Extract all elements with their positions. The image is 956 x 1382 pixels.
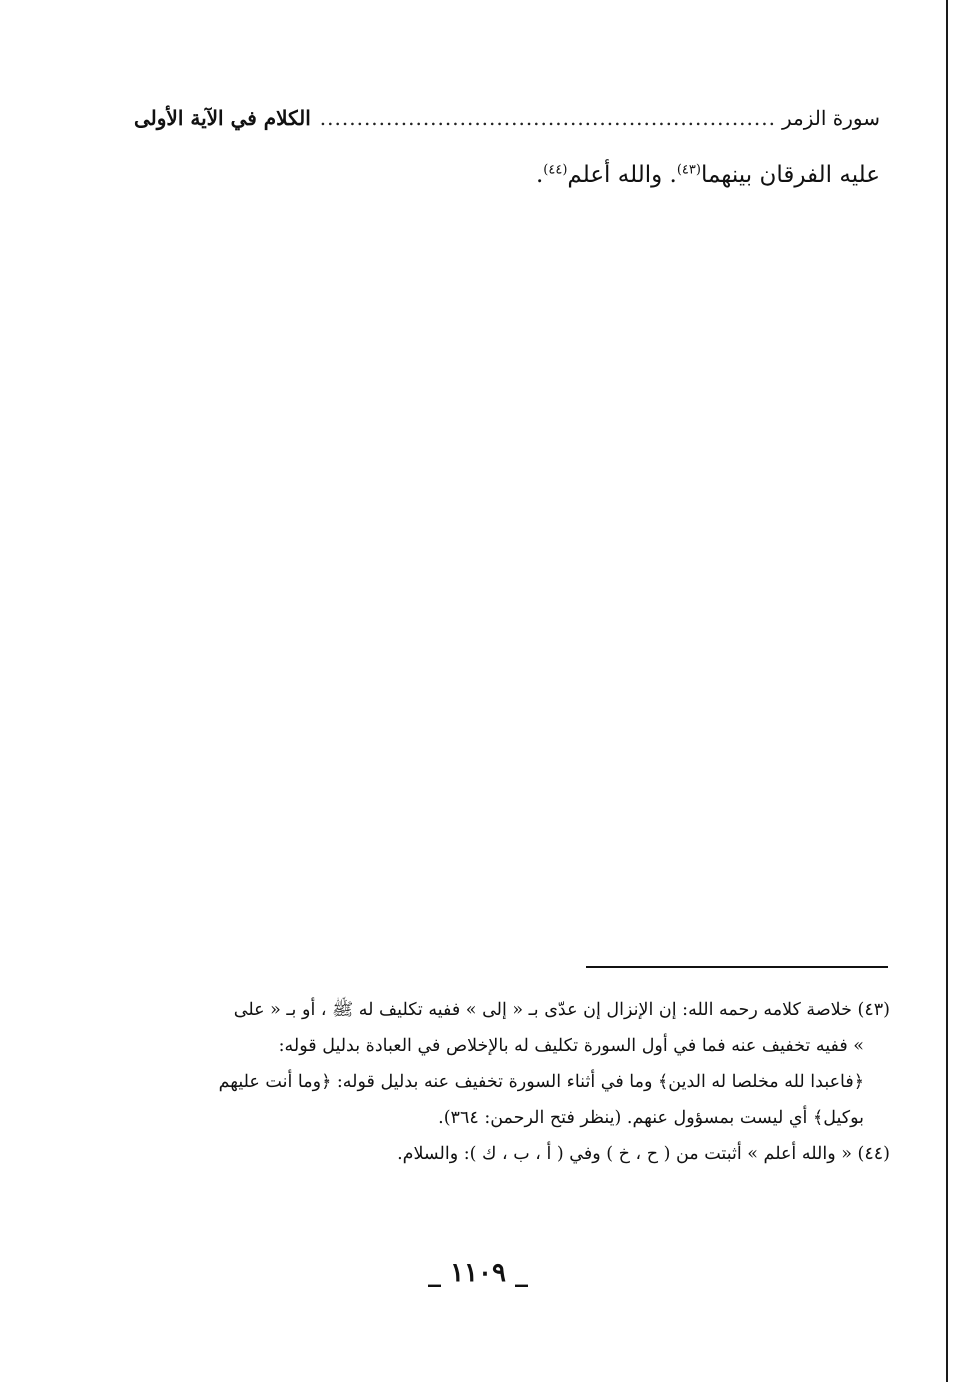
footnotes [134,992,890,1172]
footnote-ref-43: (٤٣) [676,162,701,178]
footnote-line: بوكيل﴾ أي ليست بمسؤول عنهم. (ينظر فتح الرحمن: ٣٦٤). [438,1108,864,1128]
footnote-line: خلاصة كلامه رحمه الله: إن الإنزال إن عدّى بـ « إلى » ففيه تكليف له ﷺ ، أو بـ « على [233,1000,852,1020]
header-dot-leader [317,106,776,130]
header-topic: الكلام في الآية الأولى [134,106,311,130]
footnote-line: ﴿فاعبدا لله مخلصا له الدين﴾ وما في أثناء السورة تخفيف عنه بدليل قوله: ﴿وما أنت عليهم [218,1072,864,1092]
main-text-part-2: . والله أعلم [567,162,677,188]
footnote-ref-44: (٤٤) [543,162,568,178]
page-number: _ ١١٠٩ _ [428,1258,528,1288]
scan-edge-line [946,0,948,1382]
main-text-part-3: . [535,162,544,188]
footnote-44 [134,1136,890,1172]
footnote-43 [134,992,890,1136]
main-text-part-1: عليه الفرقان بينهما [700,162,880,188]
footnote-line: « والله أعلم » أثبتت من ( ح ، خ ) وفي ( أ ، ب ، ك ): والسلام. [397,1144,852,1164]
running-header [134,106,880,146]
footnote-number: (٤٣) [857,1000,890,1020]
footnote-number: (٤٤) [857,1144,890,1164]
main-text [134,152,880,198]
footnote-separator [586,966,888,968]
header-surah-name: سورة الزمر [781,106,880,130]
footnote-line: » ففيه تخفيف عنه فما في أول السورة تكليف له بالإخلاص في العبادة بدليل قوله: [278,1036,864,1056]
